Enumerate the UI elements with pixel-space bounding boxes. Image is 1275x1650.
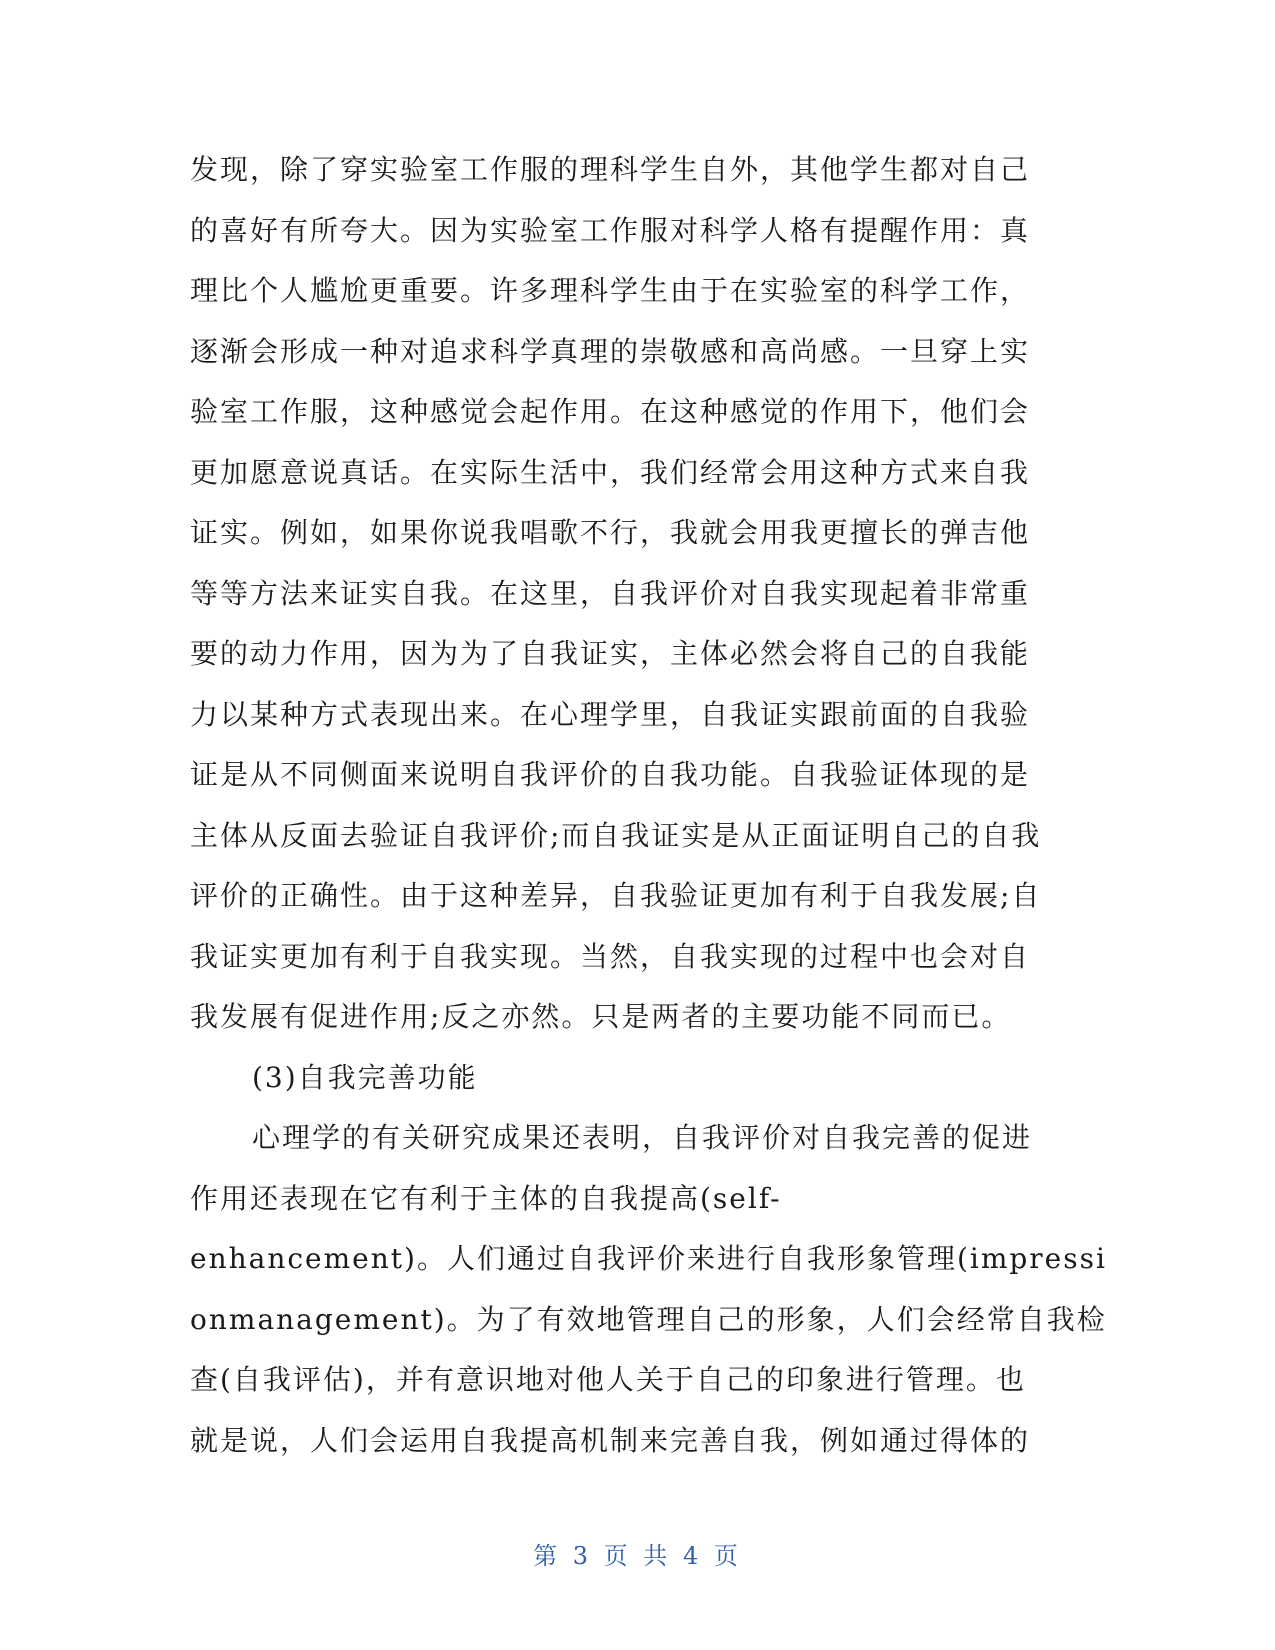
text-line: 验室工作服，这种感觉会起作用。在这种感觉的作用下，他们会 xyxy=(190,395,1031,428)
text-line: 要的动力作用，因为为了自我证实，主体必然会将自己的自我能 xyxy=(190,637,1031,670)
text-line: 我发展有促进作用;反之亦然。只是两者的主要功能不同而已。 xyxy=(190,1000,1012,1033)
text-line: 更加愿意说真话。在实际生活中，我们经常会用这种方式来自我 xyxy=(190,455,1031,489)
text-line: 证实。例如，如果你说我唱歌不行，我就会用我更擅长的弹吉他 xyxy=(190,516,1031,549)
text-line: 逐渐会形成一种对追求科学真理的崇敬感和高尚感。一旦穿上实 xyxy=(190,334,1031,368)
text-line: 等等方法来证实自我。在这里，自我评价对自我实现起着非常重 xyxy=(190,576,1031,610)
body-text xyxy=(190,140,1107,1471)
text-line: 就是说，人们会运用自我提高机制来完善自我，例如通过得体的 xyxy=(190,1423,1031,1457)
text-line: onmanagement)。为了有效地管理自己的形象，人们会经常自我检 xyxy=(190,1302,1107,1336)
text-line: 作用还表现在它有利于主体的自我提高(self- xyxy=(190,1181,782,1215)
text-line: 我证实更加有利于自我实现。当然，自我实现的过程中也会对自 xyxy=(190,939,1031,973)
section-heading: (3)自我完善功能 xyxy=(252,1060,478,1094)
page-number-footer: 第 3 页 共 4 页 xyxy=(533,1542,742,1570)
text-line: 评价的正确性。由于这种差异，自我验证更加有利于自我发展;自 xyxy=(190,879,1042,912)
text-line: 的喜好有所夸大。因为实验室工作服对科学人格有提醒作用：真 xyxy=(190,213,1031,247)
text-line: 力以某种方式表现出来。在心理学里，自我证实跟前面的自我验 xyxy=(190,697,1031,731)
text-line: 发现，除了穿实验室工作服的理科学生自外，其他学生都对自己 xyxy=(190,153,1031,186)
text-line: 查(自我评估)，并有意识地对他人关于自己的印象进行管理。也 xyxy=(190,1363,1026,1396)
text-line: 理比个人尴尬更重要。许多理科学生由于在实验室的科学工作， xyxy=(190,274,1031,307)
text-line: enhancement)。人们通过自我评价来进行自我形象管理(impressi xyxy=(190,1242,1107,1275)
text-line: 证是从不同侧面来说明自我评价的自我功能。自我验证体现的是 xyxy=(190,758,1031,791)
text-line: 心理学的有关研究成果还表明，自我评价对自我完善的促进 xyxy=(252,1121,1033,1154)
text-line: 主体从反面去验证自我评价;而自我证实是从正面证明自己的自我 xyxy=(190,818,1042,852)
